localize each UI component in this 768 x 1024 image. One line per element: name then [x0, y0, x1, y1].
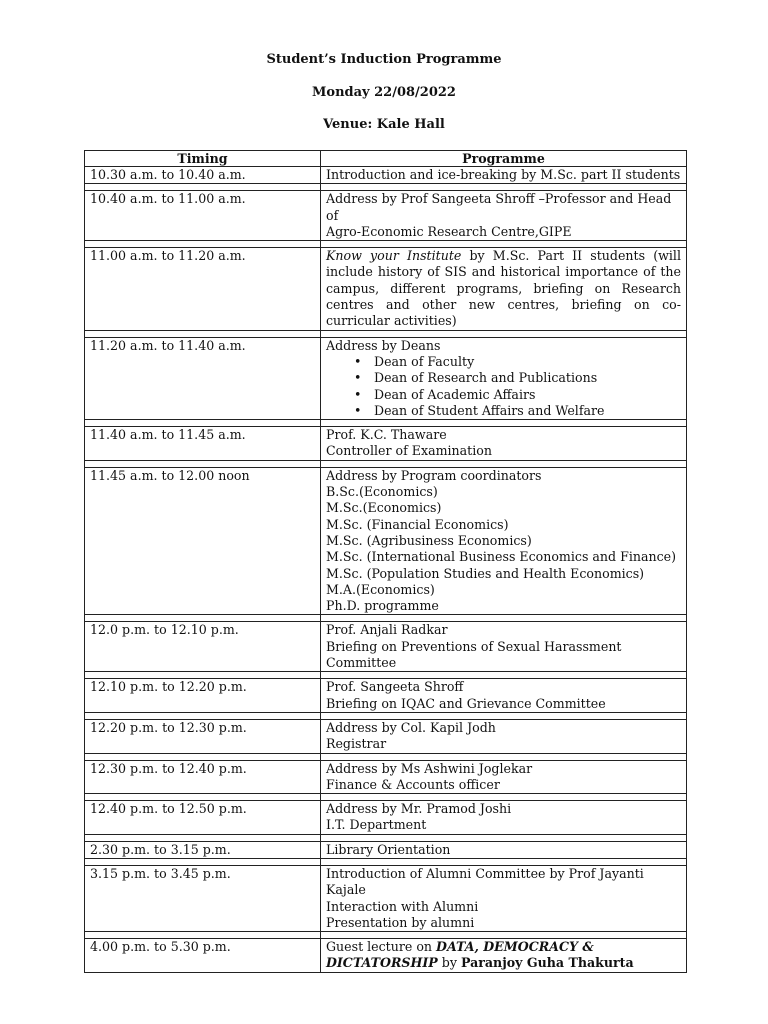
programme-cell — [321, 337, 687, 419]
programme-emphasis: Know your Institute — [326, 248, 462, 264]
list-item — [354, 386, 681, 403]
programme-cell — [321, 467, 687, 615]
list-item — [354, 353, 681, 370]
programme-line: Registrar — [326, 736, 387, 752]
bullet-icon: • — [354, 402, 362, 418]
programme-line: Prof. Anjali Radkar — [326, 622, 448, 638]
spacer-row — [85, 932, 687, 939]
programme-line: M.Sc. (International Business Economics and Finance) — [326, 549, 677, 565]
timing-cell: 10.30 a.m. to 10.40 a.m. — [85, 167, 321, 184]
timing-cell: 3.15 p.m. to 3.45 p.m. — [85, 865, 321, 931]
lecture-title: DATA, DEMOCRACY & — [436, 939, 594, 955]
spacer-row — [85, 753, 687, 760]
spacer-row — [85, 615, 687, 622]
programme-line: Address by Prof Sangeeta Shroff –Professor and Head of — [326, 191, 672, 223]
table-row — [85, 719, 687, 753]
timing-cell: 10.40 a.m. to 11.00 a.m. — [85, 191, 321, 241]
list-item-text: Dean of Student Affairs and Welfare — [374, 402, 605, 418]
programme-line: Introduction of Alumni Committee by Prof Jayanti Kajale — [326, 865, 644, 898]
programme-line: Prof. K.C. Thaware — [326, 427, 447, 443]
timing-cell: 12.0 p.m. to 12.10 p.m. — [85, 622, 321, 672]
event-venue: Venue: Kale Hall — [323, 117, 445, 132]
table-row — [85, 679, 687, 713]
table-row — [85, 167, 687, 184]
spacer-row — [85, 794, 687, 801]
lecture-title: DICTATORSHIP — [326, 955, 438, 971]
spacer-row — [85, 834, 687, 841]
spacer-row — [85, 712, 687, 719]
programme-text: by M.Sc. Part II students (will include history of SIS and historical importance of the campus, different programs, briefing on Research centres and other new centres, briefing on co-curricular activities) — [326, 248, 681, 329]
programme-cell — [321, 865, 687, 931]
spacer-row — [85, 420, 687, 427]
programme-cell — [321, 679, 687, 713]
programme-line: Introduction and ice-breaking by M.Sc. part II students — [326, 167, 681, 182]
list-item-text: Dean of Research and Publications — [374, 370, 598, 386]
lecture-prefix: Guest lecture on — [326, 939, 437, 955]
programme-line: M.A.(Economics) — [326, 581, 435, 597]
programme-line: Ph.D. programme — [326, 598, 439, 614]
programme-cell — [321, 801, 687, 835]
programme-line: Agro-Economic Research Centre,GIPE — [326, 223, 572, 239]
table-row — [85, 467, 687, 615]
programme-line: Briefing on IQAC and Grievance Committee — [326, 695, 606, 711]
spacer-row — [85, 241, 687, 248]
list-item-text: Dean of Academic Affairs — [374, 386, 536, 402]
programme-cell — [321, 719, 687, 753]
programme-line: Address by Deans — [326, 337, 441, 353]
bullet-icon: • — [354, 370, 362, 386]
programme-line: I.T. Department — [326, 817, 427, 833]
page-title: Student’s Induction Programme — [266, 52, 502, 67]
programme-cell — [321, 191, 687, 241]
timing-cell: 11.40 a.m. to 11.45 a.m. — [85, 427, 321, 461]
programme-line: M.Sc. (Agribusiness Economics) — [326, 532, 532, 548]
programme-cell — [321, 622, 687, 672]
timing-cell: 11.00 a.m. to 11.20 a.m. — [85, 248, 321, 330]
lecture-speaker: Paranjoy Guha Thakurta — [460, 955, 634, 971]
programme-line: Presentation by alumni — [326, 914, 475, 930]
schedule-table — [84, 150, 687, 973]
programme-cell — [321, 760, 687, 794]
timing-cell: 12.30 p.m. to 12.40 p.m. — [85, 760, 321, 794]
programme-line: M.Sc. (Population Studies and Health Economics) — [326, 565, 645, 581]
programme-line: M.Sc.(Economics) — [326, 500, 442, 516]
programme-line: B.Sc.(Economics) — [326, 484, 438, 500]
list-item — [354, 370, 681, 386]
table-row — [85, 939, 687, 973]
timing-cell: 11.20 a.m. to 11.40 a.m. — [85, 337, 321, 419]
bullet-icon: • — [354, 353, 362, 369]
programme-line: Library Orientation — [326, 841, 451, 857]
programme-cell — [321, 841, 687, 858]
timing-cell: 4.00 p.m. to 5.30 p.m. — [85, 939, 321, 973]
programme-line: Address by Ms Ashwini Joglekar — [326, 760, 533, 776]
programme-line: Finance & Accounts officer — [326, 776, 500, 792]
timing-cell: 2.30 p.m. to 3.15 p.m. — [85, 841, 321, 858]
table-row — [85, 841, 687, 858]
table-row — [85, 191, 687, 241]
spacer-row — [85, 184, 687, 191]
table-header-row — [85, 151, 687, 167]
programme-cell — [321, 427, 687, 461]
table-row — [85, 427, 687, 461]
programme-line — [326, 955, 681, 971]
bullet-icon: • — [354, 386, 362, 402]
table-row — [85, 865, 687, 931]
programme-line: Controller of Examination — [326, 443, 492, 459]
column-header-timing: Timing — [85, 151, 321, 167]
timing-cell: 11.45 a.m. to 12.00 noon — [85, 467, 321, 615]
spacer-row — [85, 330, 687, 337]
lecture-by: by — [437, 955, 461, 971]
table-row — [85, 801, 687, 835]
spacer-row — [85, 672, 687, 679]
table-row — [85, 337, 687, 419]
table-row — [85, 622, 687, 672]
programme-cell — [321, 939, 687, 973]
programme-line: M.Sc. (Financial Economics) — [326, 516, 509, 532]
timing-cell: 12.40 p.m. to 12.50 p.m. — [85, 801, 321, 835]
programme-line — [326, 939, 681, 955]
programme-line: Address by Mr. Pramod Joshi — [326, 801, 512, 817]
spacer-row — [85, 858, 687, 865]
programme-line: Briefing on Preventions of Sexual Harassment Committee — [326, 638, 622, 671]
timing-cell: 12.10 p.m. to 12.20 p.m. — [85, 679, 321, 713]
list-item — [354, 402, 681, 419]
programme-cell — [321, 167, 687, 184]
deans-list — [326, 354, 681, 419]
table-row — [85, 760, 687, 794]
column-header-programme: Programme — [321, 151, 687, 167]
schedule-body — [85, 167, 687, 973]
programme-cell — [321, 248, 687, 330]
timing-cell: 12.20 p.m. to 12.30 p.m. — [85, 719, 321, 753]
list-item-text: Dean of Faculty — [374, 353, 475, 369]
event-date: Monday 22/08/2022 — [312, 85, 456, 100]
programme-line: Interaction with Alumni — [326, 898, 479, 914]
spacer-row — [85, 460, 687, 467]
programme-line: Address by Program coordinators — [326, 467, 542, 483]
programme-line: Address by Col. Kapil Jodh — [326, 719, 496, 735]
programme-line: Prof. Sangeeta Shroff — [326, 679, 464, 695]
table-row — [85, 248, 687, 330]
